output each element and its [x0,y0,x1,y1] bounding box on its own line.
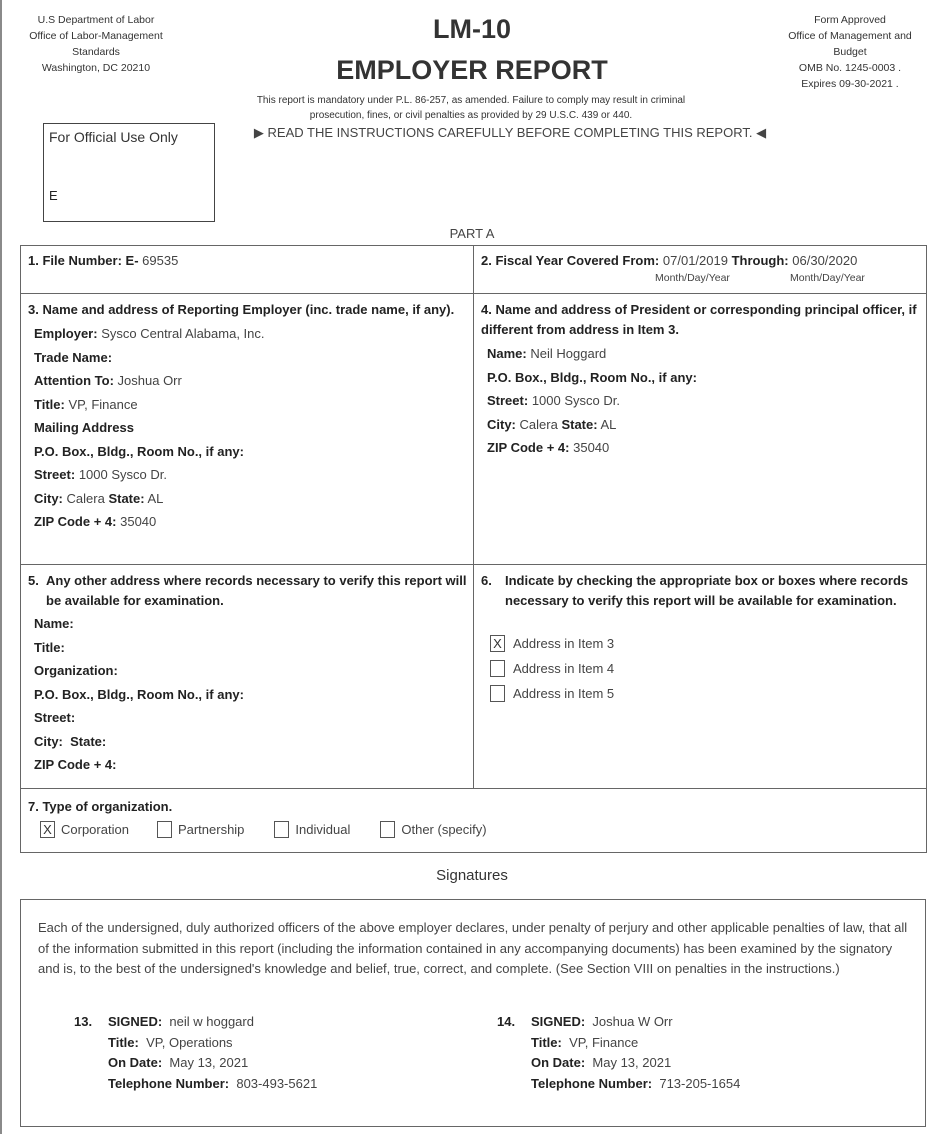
agency-line: Office of Labor-Management [29,30,163,42]
declaration-text: Each of the undersigned, duly authorized officers of the above employer declares, under penalty of perjury and other applicable penalties of law, that all of the information submitted in this report (including the information contained in any accompanying documents) has been examined by the signatory and is, to the best of the undersigned's knowledge and belief, true, correct, and complete. (See Section VIII on penalties in the instructions.) [38,920,908,976]
street-value: 1000 Sysco Dr. [78,467,167,482]
pobox-label: P.O. Box., Bldg., Room No., if any: [34,686,244,702]
omb-line: Office of Management and [788,30,912,42]
from-label: From: [622,253,660,268]
president-name-label: Name: [487,346,527,361]
records-option-item3[interactable] [490,631,920,656]
checkbox-label: Partnership [177,822,245,837]
through-date: 06/30/2020 [792,253,858,268]
mandatory-line: prosecution, fines, or civil penalties as provided by 29 U.S.C. 439 or 440. [309,110,633,121]
mandatory-notice [214,93,728,123]
read-instructions-notice: ▶ READ THE INSTRUCTIONS CAREFULLY BEFORE COMPLETING THIS REPORT. ◀ [253,125,767,140]
through-date-hint: Month/Day/Year [790,272,865,284]
signer-title-label: Title: [531,1034,562,1050]
zip-label: ZIP Code + 4: [487,440,570,455]
item5-other-address [20,564,474,789]
street-label: Street: [34,710,76,725]
checkbox[interactable] [380,821,395,838]
org-type-other[interactable] [380,821,486,838]
checkbox-label: Individual [295,822,351,837]
mandatory-line: This report is mandatory under P.L. 86-257, as amended. Failure to comply may result in criminal [256,95,686,106]
omb-line: Budget [833,46,867,58]
item3-employer-address [20,293,474,565]
checkbox[interactable] [490,660,505,677]
city-value: Calera [519,416,558,432]
state-label: State: [108,490,145,506]
item7-organization-type [20,788,927,853]
pobox-label: P.O. Box., Bldg., Room No., if any: [487,369,697,385]
mailing-address-label: Mailing Address [34,420,134,435]
signatures-heading: Signatures [436,867,508,884]
employer-label: Employer: [34,326,98,341]
signatures-box [20,899,926,1127]
agency-block [12,12,180,76]
from-date: 07/01/2019 [662,253,728,268]
signer-name: Joshua W Orr [592,1014,673,1029]
signer-phone-label: Telephone Number: [531,1075,653,1091]
omb-block [770,12,930,92]
zip-value: 35040 [573,440,610,455]
item4-president-address [473,293,927,565]
omb-line: Form Approved [814,14,886,26]
signer-date: May 13, 2021 [592,1055,672,1070]
form-number: LM-10 [432,14,511,44]
file-number-value: 69535 [142,253,179,268]
checkbox[interactable] [490,685,505,702]
page-left-border [0,0,2,1134]
item2-fiscal-year [473,245,927,294]
checkbox[interactable] [274,821,289,838]
agency-line: U.S Department of Labor [37,14,155,26]
official-use-box [43,123,215,222]
signer-date-label: On Date: [531,1055,586,1070]
other-name-label: Name: [34,616,74,631]
zip-label: ZIP Code + 4: [34,757,117,772]
signer-number: 13. [74,1014,93,1029]
state-label: State: [70,733,107,749]
item4-title: 4. Name and address of President or corresponding principal officer, if different from address in Item 3. [481,302,917,337]
signer-date: May 13, 2021 [169,1055,249,1070]
part-label: PART A [449,226,495,241]
signer-title-label: Title: [108,1034,139,1050]
official-use-value: E [49,188,58,203]
employer-value: Sysco Central Alabama, Inc. [101,326,265,341]
checkbox-label: Address in Item 4 [513,661,615,676]
checkbox[interactable] [157,821,172,838]
official-use-label: For Official Use Only [49,129,178,145]
signer-phone: 713-205-1654 [659,1075,741,1091]
title-value: VP, Finance [68,396,138,412]
zip-label: ZIP Code + 4: [34,514,117,529]
checkbox-label: Address in Item 5 [513,686,615,701]
signer-title: VP, Finance [569,1034,639,1050]
org-type-individual[interactable] [274,821,350,838]
item7-title: 7. Type of organization. [28,799,173,814]
signer-date-label: On Date: [108,1055,163,1070]
signed-label: SIGNED: [531,1014,586,1029]
org-type-corporation[interactable] [40,821,129,838]
title-label: Title: [34,396,65,412]
item6-records-location [473,564,927,789]
signer-number: 14. [497,1014,516,1029]
item1-file-number [20,245,474,294]
street-value: 1000 Sysco Dr. [531,393,620,408]
records-option-item5[interactable] [490,681,920,706]
form-title: EMPLOYER REPORT [336,55,608,85]
item6-number: 6. [481,573,492,588]
city-label: City: [487,416,516,432]
from-date-hint: Month/Day/Year [655,272,730,284]
pobox-label: P.O. Box., Bldg., Room No., if any: [34,443,244,459]
org-type-partnership[interactable] [157,821,244,838]
item5-number: 5. [28,573,39,588]
city-label: City: [34,490,63,506]
state-value: AL [147,490,164,506]
signed-label: SIGNED: [108,1014,163,1029]
checkbox[interactable]: X [490,635,505,652]
street-label: Street: [487,393,529,408]
omb-line: Expires 09-30-2021 . [801,78,899,90]
signer-phone: 803-493-5621 [236,1075,318,1091]
item5-title: Any other address where records necessary to verify this report will be available for examination. [46,573,467,608]
checkbox-label: Other (specify) [401,822,487,837]
agency-line: Washington, DC 20210 [41,62,151,74]
attention-label: Attention To: [34,373,114,388]
other-title-label: Title: [34,639,65,655]
attention-value: Joshua Orr [117,373,182,388]
city-label: City: [34,733,63,749]
signer-phone-label: Telephone Number: [108,1075,230,1091]
street-label: Street: [34,467,76,482]
item6-title: Indicate by checking the appropriate box or boxes where records necessary to verify this report will be available for examination. [505,573,909,608]
signer-title: VP, Operations [146,1034,233,1050]
fiscal-year-label: 2. Fiscal Year Covered [481,253,619,268]
zip-value: 35040 [120,514,157,529]
file-number-label: 1. File Number: E- [28,253,139,268]
checkbox-label: Corporation [61,822,129,837]
item3-title: 3. Name and address of Reporting Employer (inc. trade name, if any). [28,302,455,317]
signer-name: neil w hoggard [169,1014,254,1029]
city-value: Calera [66,490,105,506]
through-label: Through: [731,253,789,268]
president-name-value: Neil Hoggard [530,346,607,361]
trade-name-label: Trade Name: [34,349,113,365]
state-value: AL [600,416,617,432]
checkbox[interactable]: X [40,821,55,838]
checkbox-label: Address in Item 3 [513,636,615,651]
organization-label: Organization: [34,663,118,678]
agency-line: Standards [72,46,120,58]
records-option-item4[interactable] [490,656,920,681]
omb-line: OMB No. 1245-0003 . [798,62,902,74]
state-label: State: [561,416,598,432]
